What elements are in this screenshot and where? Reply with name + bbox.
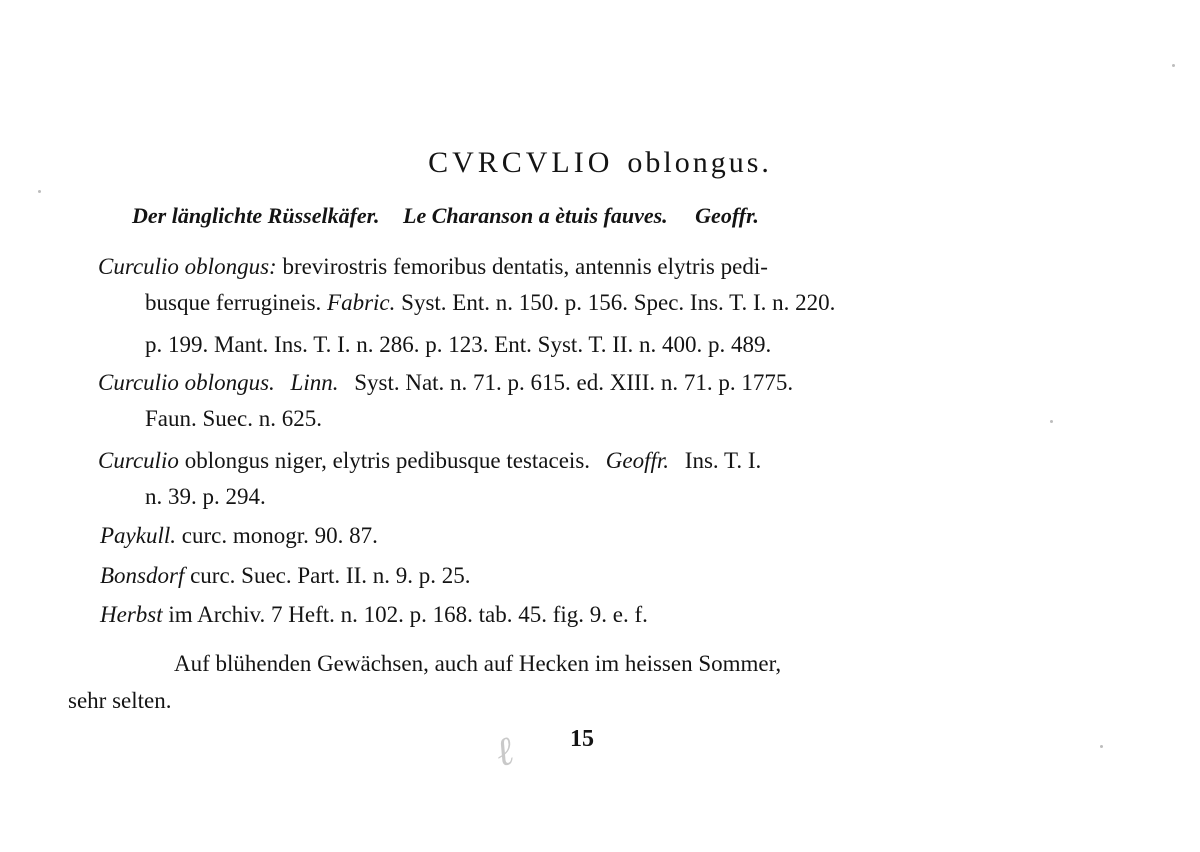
ref-description: Syst. Ent. n. 150. p. 156. Spec. Ins. T. I. n. 220. xyxy=(401,290,836,315)
ref-description: curc. monogr. 90. 87. xyxy=(181,523,378,548)
ref-author: Herbst xyxy=(100,602,163,627)
reference-linnaeus-line-1 xyxy=(98,368,793,398)
page-title xyxy=(0,146,1200,180)
reference-geoffroy-line-2: n. 39. p. 294. xyxy=(145,484,266,509)
page-number: 15 xyxy=(570,726,594,752)
ref-description: brevirostris femoribus dentatis, antennis elytris pedi- xyxy=(282,254,768,279)
ref-description: curc. Suec. Part. II. n. 9. p. 25. xyxy=(190,563,471,588)
reference-herbst xyxy=(100,600,648,630)
ref-author: Fabric. xyxy=(327,290,396,315)
ref-description: busque ferrugineis. xyxy=(145,290,322,315)
ref-description: im Archiv. 7 Heft. n. 102. p. 168. tab. 45. fig. 9. e. f. xyxy=(168,602,648,627)
common-names-line xyxy=(132,201,759,231)
habitat-line-1: Auf blühenden Gewächsen, auch auf Hecken im heissen Sommer, xyxy=(174,651,782,676)
ref-name: Curculio oblongus: xyxy=(98,254,277,279)
ref-description: oblongus niger, elytris pedibusque testaceis. xyxy=(184,448,591,473)
common-name-author: Geoffr. xyxy=(695,203,759,228)
paper-speck xyxy=(1050,420,1053,423)
reference-fabricius-line-2 xyxy=(145,288,835,318)
reference-paykull xyxy=(100,521,378,551)
reference-linnaeus-line-2: Faun. Suec. n. 625. xyxy=(145,406,322,431)
habitat-line-2: sehr selten. xyxy=(68,688,172,713)
ref-author: Bonsdorf xyxy=(100,563,185,588)
common-name-german: Der länglichte Rüsselkäfer. xyxy=(132,203,380,228)
reference-fabricius-line-1 xyxy=(98,252,768,282)
paper-speck xyxy=(38,190,41,193)
reference-geoffroy-line-1 xyxy=(98,446,761,476)
title-species: oblongus. xyxy=(627,146,772,179)
reference-bonsdorf xyxy=(100,561,471,591)
faint-pencil-mark: ℓ xyxy=(490,727,519,776)
title-genus: CVRCVLIO xyxy=(428,146,614,179)
reference-fabricius-line-3: p. 199. Mant. Ins. T. I. n. 286. p. 123. Ent. Syst. T. II. n. 400. p. 489. xyxy=(145,332,772,357)
ref-author: Geoffr. xyxy=(605,448,670,473)
ref-name: Curculio xyxy=(98,448,179,473)
ref-description: Ins. T. I. xyxy=(684,448,762,473)
ref-description: Syst. Nat. n. 71. p. 615. ed. XIII. n. 71. p. 1775. xyxy=(354,370,794,395)
ref-author: Linn. xyxy=(290,370,339,395)
paper-speck xyxy=(1172,64,1175,67)
ref-author: Paykull. xyxy=(100,523,176,548)
common-name-french: Le Charanson a ètuis fauves. xyxy=(403,203,668,228)
ref-name: Curculio oblongus. xyxy=(98,370,275,395)
paper-speck xyxy=(1100,745,1103,748)
